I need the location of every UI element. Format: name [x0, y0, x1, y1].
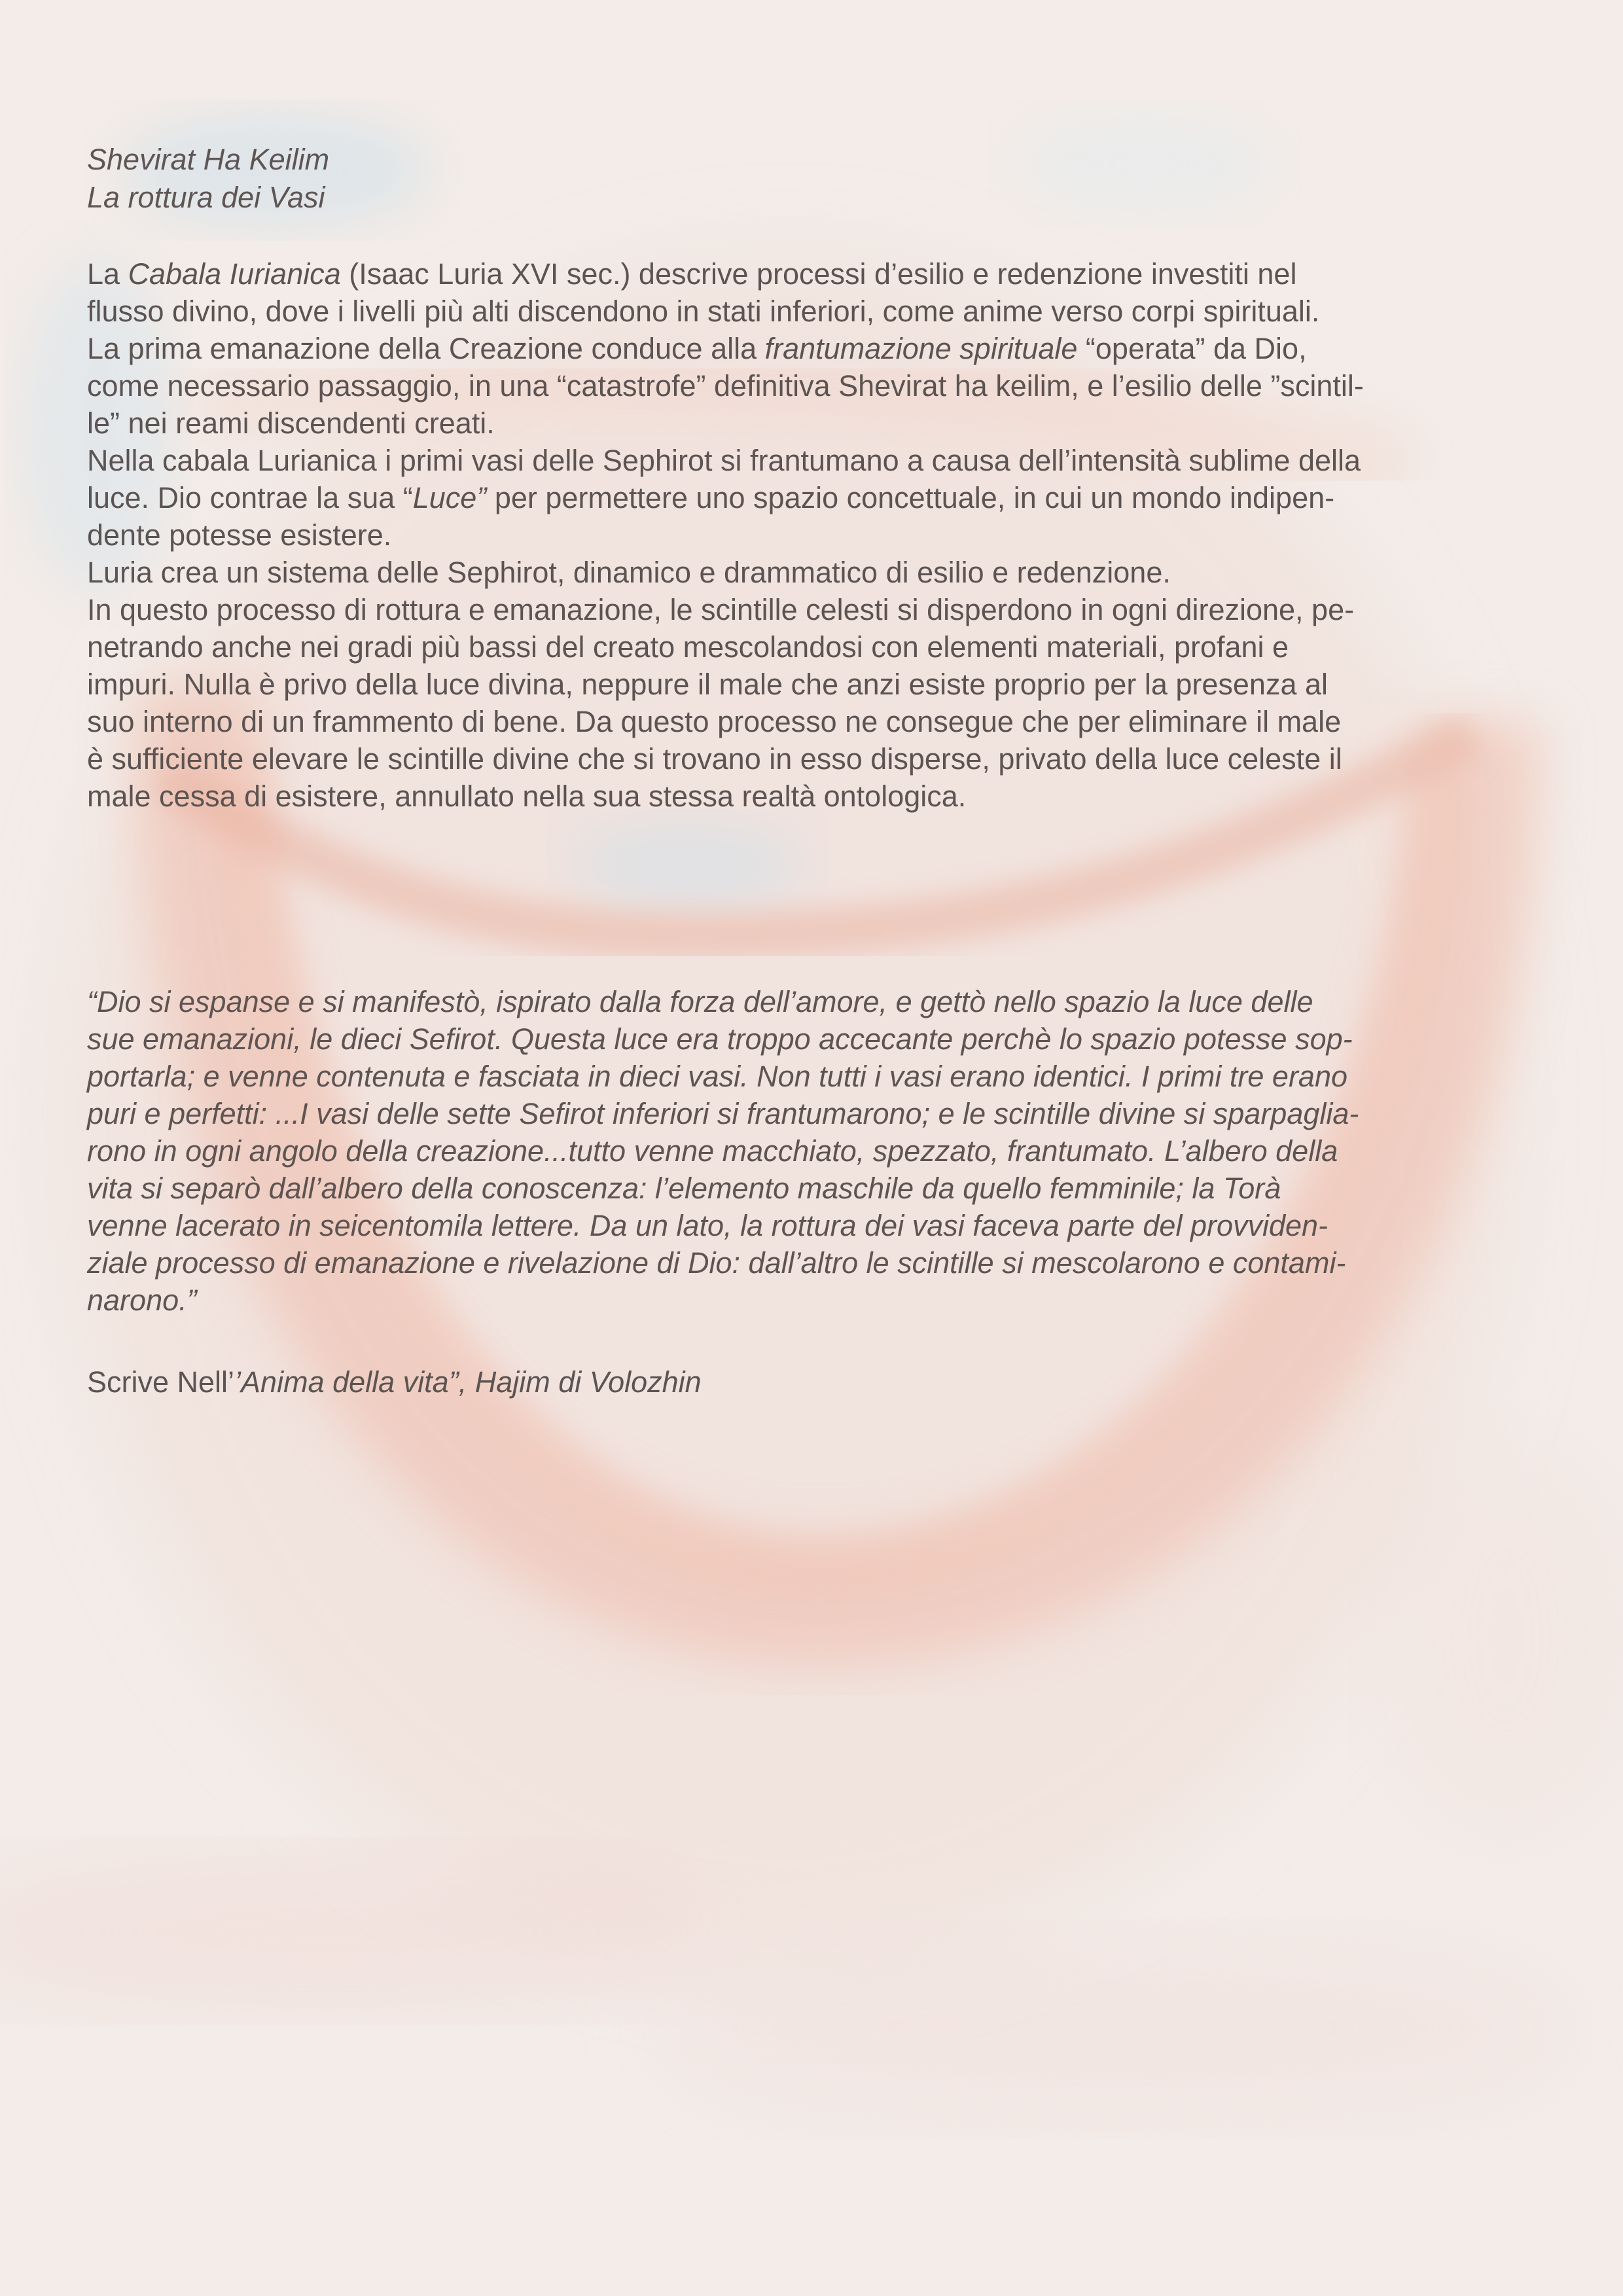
body-line: La Cabala Iurianica (Isaac Luria XVI sec.) descrive processi d’esilio e redenzione investiti nel	[87, 257, 1297, 291]
title-line-2: La rottura dei Vasi	[87, 181, 325, 214]
body-line: In questo processo di rottura e emanazione, le scintille celesti si disperdono in ogni direzione, pe-	[87, 593, 1355, 626]
attribution: Scrive Nell’’Anima della vita”, Hajim di Volozhin	[87, 1365, 702, 1399]
quote-line: venne lacerato in seicentomila lettere. Da un lato, la rottura dei vasi faceva parte del provviden-	[87, 1209, 1329, 1242]
body-line: Nella cabala Lurianica i primi vasi delle Sephirot si frantumano a causa dell’intensità sublime della	[87, 444, 1361, 477]
body-line: impuri. Nulla è privo della luce divina, neppure il male che anzi esiste proprio per la presenza al	[87, 668, 1328, 701]
quote-line: rono in ogni angolo della creazione...tutto venne macchiato, spezzato, frantumato. L’albero della	[87, 1134, 1338, 1168]
body-line: le” nei reami discendenti creati.	[87, 406, 495, 440]
body-line: Luria crea un sistema delle Sephirot, dinamico e drammatico di esilio e redenzione.	[87, 556, 1171, 589]
quote-line: puri e perfetti: ...I vasi delle sette Sefirot inferiori si frantumarono; e le scintille divine si sparpaglia-	[87, 1097, 1359, 1130]
quote-line: sue emanazioni, le dieci Sefirot. Questa luce era troppo accecante perchè lo spazio potesse sop-	[87, 1022, 1353, 1056]
body-line: luce. Dio contrae la sua “Luce” per permettere uno spazio concettuale, in cui un mondo indipen-	[87, 481, 1335, 514]
body-line: come necessario passaggio, in una “catastrofe” definitiva Shevirat ha keilim, e l’esilio delle ”scintil-	[87, 369, 1364, 403]
quote-line: narono.”	[87, 1283, 197, 1317]
quote-line: ziale processo di emanazione e rivelazione di Dio: dall’altro le scintille si mescolarono e contami-	[87, 1246, 1346, 1280]
body-line: flusso divino, dove i livelli più alti discendono in stati inferiori, come anime verso corpi spirituali.	[87, 295, 1320, 328]
quote-line: portarla; e venne contenuta e fasciata in dieci vasi. Non tutti i vasi erano identici. I primi tre erano	[87, 1060, 1348, 1093]
title-line-1: Shevirat Ha Keilim	[87, 143, 330, 176]
body-line: male cessa di esistere, annullato nella sua stessa realtà ontologica.	[87, 780, 967, 813]
quote-line: vita si separò dall’albero della conoscenza: l’elemento maschile da quello femminile; la Torà	[87, 1172, 1281, 1205]
body-line: è sufficiente elevare le scintille divine che si trovano in esso disperse, privato della luce celeste il	[87, 742, 1342, 776]
quote-line: “Dio si espanse e si manifestò, ispirato dalla forza dell’amore, e gettò nello spazio la luce delle	[87, 985, 1313, 1018]
body-line: La prima emanazione della Creazione conduce alla frantumazione spirituale “operata” da Dio,	[87, 332, 1307, 365]
body-line: suo interno di un frammento di bene. Da questo processo ne consegue che per eliminare il male	[87, 705, 1342, 738]
body-line: netrando anche nei gradi più bassi del creato mescolandosi con elementi materiali, profani e	[87, 630, 1289, 664]
body-line: dente potesse esistere.	[87, 518, 392, 552]
